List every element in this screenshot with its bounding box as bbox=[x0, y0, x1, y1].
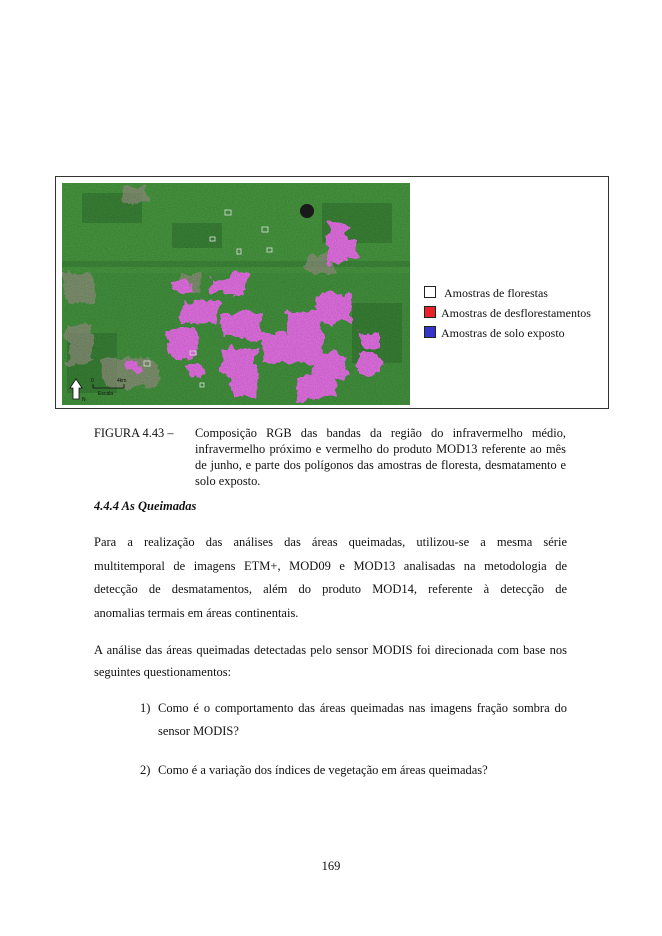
caption-body: Composição RGB das bandas da região do infravermelho médio, infravermelho próximo e vermelho do produto MOD13 referente ao mês de junho, e parte dos polígonos das amostras de floresta, desmatamento e solo exposto. bbox=[195, 426, 566, 488]
list-item bbox=[140, 759, 567, 782]
section-heading: 4.4.4 As Queimadas bbox=[94, 499, 197, 513]
list-item-text: Como é a variação dos índices de vegetação em áreas queimadas? bbox=[158, 763, 488, 777]
list-item-number: 2) bbox=[140, 763, 151, 777]
legend-swatch-bare-soil bbox=[424, 326, 436, 338]
figure-caption bbox=[94, 425, 566, 489]
paragraph-2: A análise das áreas queimadas detectadas pelo sensor MODIS foi direcionada com base nos seguintes questionamentos: bbox=[94, 643, 567, 679]
paragraph-1 bbox=[94, 531, 567, 625]
scale-zero: 0 bbox=[91, 378, 94, 384]
scale-distance: 4km bbox=[117, 378, 127, 384]
legend-label-deforestation: Amostras de desflorestamentos bbox=[441, 306, 591, 320]
rgb-composite-map bbox=[62, 183, 410, 405]
list-item bbox=[140, 697, 567, 743]
satellite-image bbox=[62, 183, 410, 405]
legend-label-forest: Amostras de florestas bbox=[444, 286, 548, 300]
figure-frame bbox=[55, 176, 609, 409]
svg-text:N: N bbox=[82, 397, 86, 403]
paragraph-1-line: anomalias termais em áreas continentais. bbox=[94, 605, 299, 620]
caption-head: FIGURA 4.43 – bbox=[94, 426, 174, 440]
paragraph-1-line: detecção de desmatamentos, além do produto MOD14, referente à detecção de bbox=[94, 582, 567, 596]
legend-label-bare-soil: Amostras de solo exposto bbox=[441, 326, 565, 340]
scale-label: Escala bbox=[98, 391, 114, 397]
page-number: 169 bbox=[321, 859, 341, 873]
legend-swatch-forest bbox=[424, 286, 436, 298]
list-item-text: Como é o comportamento das áreas queimadas nas imagens fração sombra do sensor MODIS? bbox=[158, 701, 567, 738]
list-item-number: 1) bbox=[140, 701, 151, 715]
paragraph-1-line: Para a realização das análises das áreas queimadas, utilizou-se a mesma série bbox=[94, 535, 567, 549]
paragraph-1-line: multitemporal de imagens ETM+, MOD09 e MOD13 analisadas na metodologia de bbox=[94, 558, 567, 573]
legend-swatch-deforestation bbox=[424, 306, 436, 318]
